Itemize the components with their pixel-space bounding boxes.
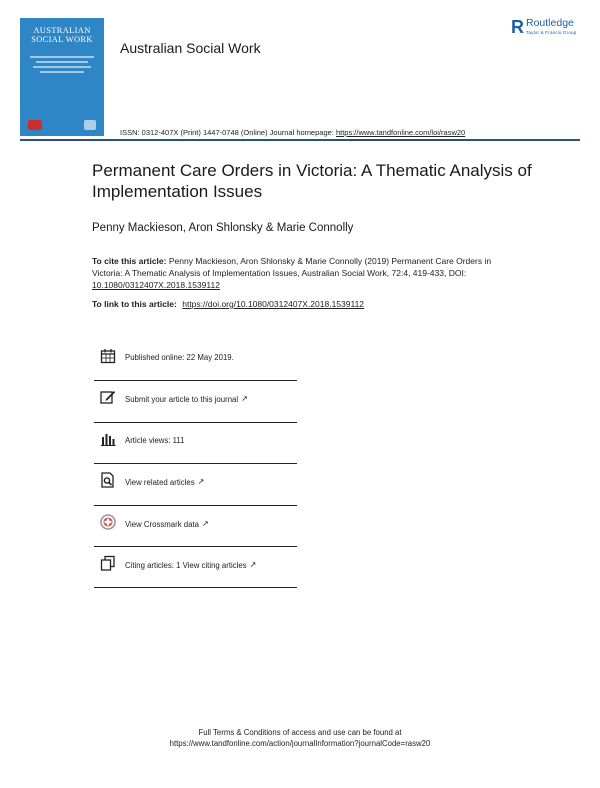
info-article-views [94,423,297,464]
info-published [94,340,297,381]
footer-terms [0,727,600,749]
submit-article-link[interactable] [125,394,248,404]
journal-homepage-link[interactable]: https://www.tandfonline.com/loi/rasw20 [335,128,466,137]
journal-cover [20,18,104,136]
cover-society-logo [84,120,96,130]
citation-text: Penny Mackieson, Aron Shlonsky & Marie Connolly (2019) Permanent Care Orders in Victoria: A Thematic Analysis of Implementation Issues, Australian Social Work, 72:4, 419-433, DOI: [92,256,492,278]
article-views: Article views: 111 [125,435,185,445]
article-info-list [94,340,297,588]
article-title: Permanent Care Orders in Victoria: A Thematic Analysis of Implementation Issues [92,161,532,201]
footer-line1: Full Terms & Conditions of access and use can be found at [198,728,402,737]
crossmark-icon [100,514,116,530]
footer-url[interactable]: https://www.tandfonline.com/action/journalInformation?journalCode=rasw20 [169,739,431,748]
external-link-icon: ↗ [197,477,205,487]
routledge-r-icon: R [511,17,524,37]
cover-title-line1: AUSTRALIAN [33,25,91,35]
external-link-icon: ↗ [249,559,257,569]
article-authors: Penny Mackieson, Aron Shlonsky & Marie Connolly [92,222,354,234]
issn-text: ISSN: 0312-407X (Print) 1447-0748 (Online) Journal homepage: [120,128,334,137]
related-articles-link[interactable] [125,477,204,487]
publisher-logo [511,16,591,40]
header-divider [20,139,580,141]
calendar-icon [100,348,116,364]
issn-line [120,128,465,137]
external-link-icon: ↗ [201,518,209,528]
info-crossmark[interactable] [94,506,297,547]
cover-decoration [30,56,94,76]
bar-chart-icon [100,431,116,447]
submit-article-label: Submit your article to this journal [125,395,239,405]
cover-title [20,26,104,44]
info-related-articles[interactable] [94,464,297,505]
citation-label: To cite this article: [92,256,167,266]
publisher-name: Routledge [526,17,574,29]
edit-icon [100,389,116,405]
citation-block [92,255,522,291]
cover-publisher-logo [28,120,42,130]
related-articles-label: View related articles [125,478,195,488]
link-label: To link to this article: [92,299,177,309]
citing-articles-link[interactable] [125,560,256,570]
info-citing-articles[interactable] [94,547,297,588]
article-doi-link[interactable]: https://doi.org/10.1080/0312407X.2018.1539112 [182,299,365,309]
cover-title-line2: SOCIAL WORK [31,34,93,44]
external-link-icon: ↗ [241,394,248,404]
journal-name: Australian Social Work [120,40,261,56]
crossmark-label: View Crossmark data [125,519,199,529]
citing-articles-label: Citing articles: 1 View citing articles [125,560,247,570]
published-date: Published online: 22 May 2019. [125,353,234,362]
article-link-line [92,299,364,309]
crossmark-link[interactable] [125,519,209,529]
publisher-tagline: Taylor & Francis Group [526,30,577,35]
citation-doi-link[interactable]: 10.1080/0312407X.2018.1539112 [92,280,220,290]
copy-documents-icon [100,555,116,571]
search-document-icon [100,472,116,488]
info-submit-article[interactable] [94,381,297,422]
